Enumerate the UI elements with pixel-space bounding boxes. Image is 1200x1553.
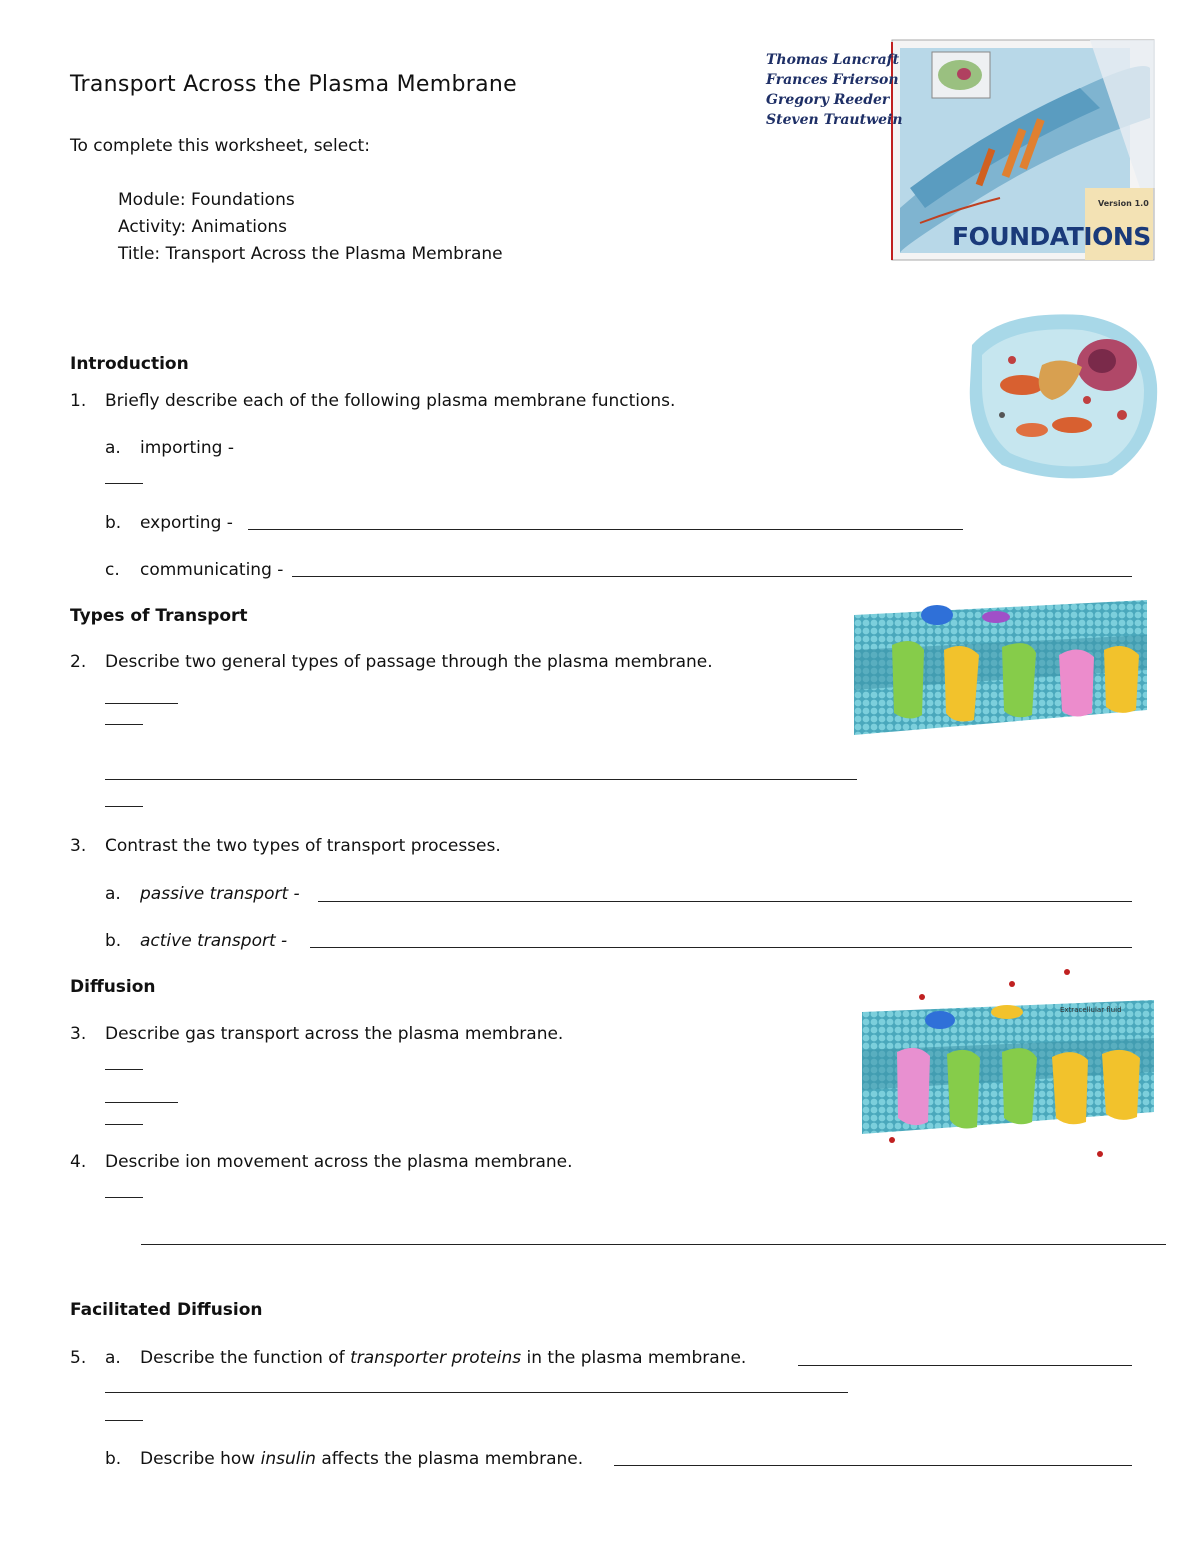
item-letter: a. <box>105 1348 121 1368</box>
answer-line[interactable] <box>248 529 963 530</box>
answer-line[interactable] <box>310 947 1132 948</box>
question-5b <box>105 1449 583 1469</box>
question-number: 2. <box>70 652 87 672</box>
answer-line[interactable] <box>105 1069 143 1070</box>
item-text: in the plasma membrane. <box>521 1348 747 1368</box>
section-introduction: Introduction <box>70 354 189 374</box>
question-number: 4. <box>70 1152 87 1172</box>
author-name: Gregory Reeder <box>766 92 890 108</box>
answer-line[interactable] <box>292 576 1132 577</box>
answer-line[interactable] <box>105 1392 848 1393</box>
answer-line[interactable] <box>105 703 178 704</box>
cover-authors <box>766 50 903 130</box>
cover-brand: FOUNDATIONS <box>952 222 1151 251</box>
animal-cell-image <box>962 305 1162 485</box>
answer-line[interactable] <box>105 1197 143 1198</box>
answer-line[interactable] <box>105 1124 143 1125</box>
q1-item-c <box>105 560 283 580</box>
q1-item-a <box>105 438 234 458</box>
item-text: importing - <box>140 438 234 458</box>
answer-line[interactable] <box>105 483 143 484</box>
page-title: Transport Across the Plasma Membrane <box>70 72 517 97</box>
item-text: exporting - <box>140 513 233 533</box>
activity-line: Activity: Animations <box>118 217 287 237</box>
question-3-gas <box>70 1024 563 1044</box>
question-number: 5. <box>70 1348 87 1368</box>
answer-line[interactable] <box>105 724 143 725</box>
item-text: active transport - <box>140 931 288 951</box>
question-2 <box>70 652 713 672</box>
q3-item-a <box>105 884 300 904</box>
item-emphasis: transporter proteins <box>350 1348 522 1368</box>
answer-line[interactable] <box>105 1102 178 1103</box>
question-3 <box>70 836 501 856</box>
membrane-proteins-image <box>854 595 1147 742</box>
item-text: Describe the function of <box>140 1348 351 1368</box>
author-name: Thomas Lancraft <box>766 52 900 68</box>
question-text: Briefly describe each of the following plasma membrane functions. <box>105 391 676 411</box>
answer-line[interactable] <box>105 806 143 807</box>
question-1 <box>70 391 675 411</box>
question-text: Contrast the two types of transport processes. <box>105 836 501 856</box>
item-letter: b. <box>105 513 122 533</box>
item-letter: c. <box>105 560 120 580</box>
question-4 <box>70 1152 573 1172</box>
answer-line[interactable] <box>614 1465 1132 1466</box>
item-letter: a. <box>105 438 121 458</box>
cover-version: Version 1.0 <box>1098 199 1149 208</box>
section-diffusion: Diffusion <box>70 977 156 997</box>
q1-item-b <box>105 513 233 533</box>
question-text: Describe gas transport across the plasma membrane. <box>105 1024 564 1044</box>
item-letter: b. <box>105 931 122 951</box>
question-number: 1. <box>70 391 87 411</box>
item-text: affects the plasma membrane. <box>315 1449 584 1469</box>
item-text: Describe how <box>140 1449 261 1469</box>
question-text: Describe ion movement across the plasma membrane. <box>105 1152 573 1172</box>
section-types-of-transport: Types of Transport <box>70 606 248 626</box>
module-line: Module: Foundations <box>118 190 295 210</box>
item-letter: a. <box>105 884 121 904</box>
instructions-text: To complete this worksheet, select: <box>70 136 370 156</box>
membrane-diffusion-image <box>862 962 1154 1162</box>
item-letter: b. <box>105 1449 122 1469</box>
title-line: Title: Transport Across the Plasma Membrane <box>118 244 503 264</box>
author-name: Frances Frierson <box>766 72 899 88</box>
answer-line[interactable] <box>105 779 857 780</box>
question-number: 3. <box>70 1024 87 1044</box>
q3-item-b <box>105 931 287 951</box>
question-text: Describe two general types of passage through the plasma membrane. <box>105 652 713 672</box>
extracellular-fluid-label: Extracellular fluid <box>1060 1006 1122 1014</box>
author-name: Steven Trautwein <box>766 112 903 128</box>
item-emphasis: insulin <box>260 1449 316 1469</box>
question-number: 3. <box>70 836 87 856</box>
section-facilitated-diffusion: Facilitated Diffusion <box>70 1300 263 1320</box>
answer-line[interactable] <box>105 1420 143 1421</box>
answer-line[interactable] <box>318 901 1132 902</box>
question-5a <box>70 1348 746 1368</box>
item-text: communicating - <box>140 560 284 580</box>
answer-line[interactable] <box>141 1244 1166 1245</box>
answer-line[interactable] <box>798 1365 1132 1366</box>
item-text: passive transport - <box>140 884 300 904</box>
